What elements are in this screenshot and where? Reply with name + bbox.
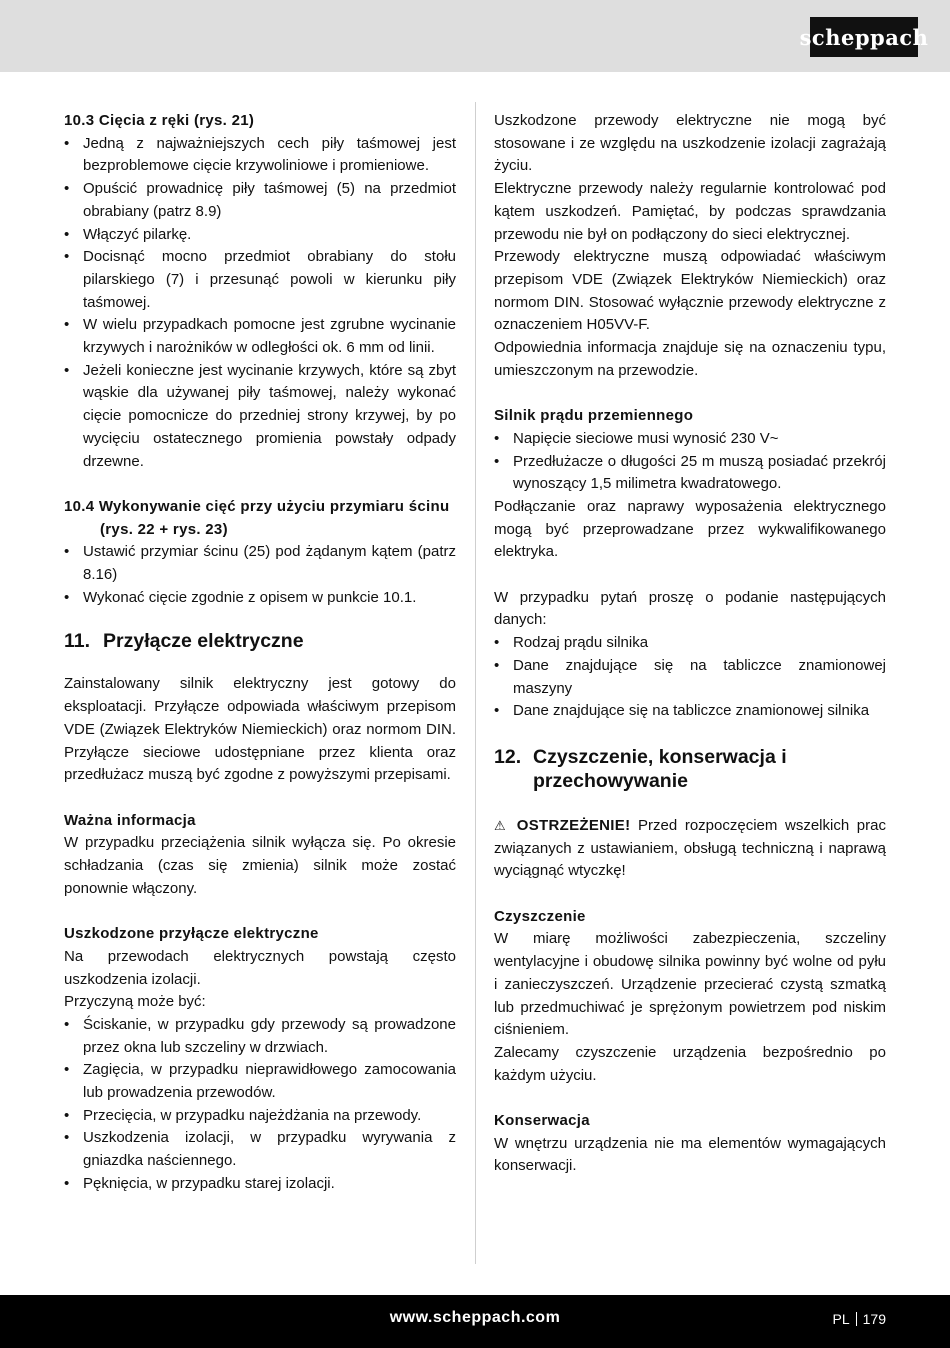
list-item: • Włączyć pilarkę. (64, 224, 456, 247)
section-10-4-title: 10.4 Wykonywanie cięć przy użyciu przymiaru ścinu (rys. 22 + rys. 23) (64, 497, 450, 538)
footer-bar (0, 1295, 950, 1348)
maintenance-title: Konserwacja (494, 1112, 590, 1130)
list-item: • Ustawić przymiar ścinu (25) pod żądanym kątem (patrz 8.16) (64, 541, 456, 586)
ac-motor-list (494, 428, 886, 496)
column-divider (475, 102, 476, 1264)
section-11-title: Przyłącze elektryczne (103, 630, 304, 653)
section-11-heading (64, 629, 456, 653)
list-item: • Wykonać cięcie zgodnie z opisem w punkcie 10.1. (64, 587, 456, 610)
list-item: • Zagięcia, w przypadku nieprawidłowego zamocowania lub prowadzenia przewodów. (64, 1059, 456, 1104)
page-number: 179 (862, 1311, 886, 1327)
list-item: • Jeżeli konieczne jest wycinanie krzywych, które są zbyt wąskie dla używanej piły taśmowej, należy wykonać cięcie pomocnicze do przedniej strony krzywej, by po wycięciu ostatecznego promienia powstały odpady drzewne. (64, 360, 456, 474)
list-item: • Rodzaj prądu silnika (494, 632, 886, 655)
damaged-connection-text: Na przewodach elektrycznych powstają często uszkodzenia izolacji. (64, 947, 456, 988)
list-item: • Napięcie sieciowe musi wynosić 230 V~ (494, 428, 886, 451)
important-info-title: Ważna informacja (64, 811, 196, 829)
list-item: • Uszkodzenia izolacji, w przypadku wyrywania z gniazdka naściennego. (64, 1127, 456, 1172)
maintenance-text: W wnętrzu urządzenia nie ma elementów wymagających konserwacji. (494, 1134, 886, 1175)
list-item: • Przedłużacze o długości 25 m muszą posiadać przekrój wynoszący 1,5 milimetra kwadratowego. (494, 451, 886, 496)
cleaning-title: Czyszczenie (494, 907, 586, 925)
header-bar (0, 0, 950, 72)
paragraph: Uszkodzone przewody elektryczne nie mogą być stosowane i ze względu na uszkodzenie izolacji zagrażają życiu. (494, 112, 886, 175)
section-12-title: Czyszczenie, konserwacja i przechowywanie (533, 745, 787, 792)
section-12-heading (494, 745, 886, 793)
important-info-text: W przypadku przeciążenia silnik wyłącza się. Po okresie schładzania (czas się zmienia) silnik może zostać ponownie włączony. (64, 834, 456, 897)
right-column (494, 110, 886, 1178)
list-item: • Dane znajdujące się na tabliczce znamionowej silnika (494, 700, 886, 723)
language-code: PL (832, 1311, 850, 1327)
list-item: • Przecięcia, w przypadku najeżdżania na przewody. (64, 1105, 456, 1128)
section-12-number: 12. (494, 745, 522, 768)
list-item: • Dane znajdujące się na tabliczce znamionowej maszyny (494, 655, 886, 700)
questions-list (494, 632, 886, 723)
paragraph: Odpowiednia informacja znajduje się na oznaczeniu typu, umieszczonym na przewodzie. (494, 339, 886, 379)
list-item: • Ściskanie, w przypadku gdy przewody są prowadzone przez okna lub szczeliny w drzwiach. (64, 1014, 456, 1059)
questions-intro: W przypadku pytań proszę o podanie następujących danych: (494, 588, 886, 629)
ac-motor-text: Podłączanie oraz naprawy wyposażenia elektrycznego mogą być przeprowadzane przez wykwalifikowanego elektryka. (494, 497, 886, 561)
list-item: • Opuścić prowadnicę piły taśmowej (5) na przedmiot obrabiany (patrz 8.9) (64, 178, 456, 223)
warning-label: OSTRZEŻENIE! (516, 816, 631, 834)
brand-logo: scheppach (810, 17, 918, 57)
warning-icon: ⚠ (494, 817, 510, 833)
section-10-3-title: 10.3 Cięcia z ręki (rys. 21) (64, 112, 255, 129)
warning-paragraph (494, 815, 886, 883)
section-10-3-list (64, 133, 456, 474)
damaged-causes-list (64, 1014, 456, 1196)
warning-text: Przed rozpoczęciem wszelkich prac związanych z ustawianiem, obsługą techniczną i naprawą wyciągnąć wtyczkę! (494, 816, 886, 880)
list-item: • Pęknięcia, w przypadku starej izolacji. (64, 1173, 456, 1196)
list-item: • Docisnąć mocno przedmiot obrabiany do stołu pilarskiego (7) i przesunąć powoli w kierunku piły taśmowej. (64, 246, 456, 314)
website-link[interactable]: www.scheppach.com (389, 1309, 561, 1326)
separator (856, 1312, 857, 1326)
list-item: • W wielu przypadkach pomocne jest zgrubne wycinanie krzywych i narożników w odległości ok. 6 mm od linii. (64, 314, 456, 359)
left-column (64, 110, 456, 1196)
paragraph: Przewody elektryczne muszą odpowiadać właściwym przepisom VDE (Związek Elektryków Niemieckich) oraz normom DIN. Stosować wyłącznie przewody elektryczne z oznaczeniem H05VV-F. (494, 248, 886, 334)
ac-motor-title: Silnik prądu przemiennego (494, 407, 694, 425)
section-10-4-list (64, 541, 456, 609)
paragraph: Elektryczne przewody należy regularnie kontrolować pod kątem uszkodzeń. Pamiętać, by podczas sprawdzania przewodu nie był on podłączony do sieci elektrycznej. (494, 180, 886, 243)
list-item: • Jedną z najważniejszych cech piły taśmowej jest bezproblemowe cięcie krzywoliniowe i promieniowe. (64, 133, 456, 178)
section-11-intro: Zainstalowany silnik elektryczny jest gotowy do eksploatacji. Przyłącze odpowiada właściwym przepisom VDE (Związek Elektryków Niemieckich) oraz normom DIN. Przyłącze sieciowe udostępniane przez klienta oraz przedłużacz muszą być zgodne z powyższymi przepisami. (64, 675, 456, 784)
damaged-connection-title: Uszkodzone przyłącze elektryczne (64, 925, 319, 943)
cleaning-recommendation: Zalecamy czyszczenie urządzenia bezpośrednio po każdym użyciu. (494, 1043, 886, 1084)
damaged-causes-intro: Przyczyną może być: (64, 993, 206, 1011)
page-indicator (833, 1311, 886, 1327)
section-11-number: 11. (64, 630, 91, 653)
cleaning-text: W miarę możliwości zabezpieczenia, szczeliny wentylacyjne i obudowę silnika powinny być wolne od pyłu i zanieczyszczeń. Urządzenie przecierać czystą szmatką lub przedmuchiwać je sprężonym powietrzem pod niskim ciśnieniem. (494, 930, 886, 1039)
